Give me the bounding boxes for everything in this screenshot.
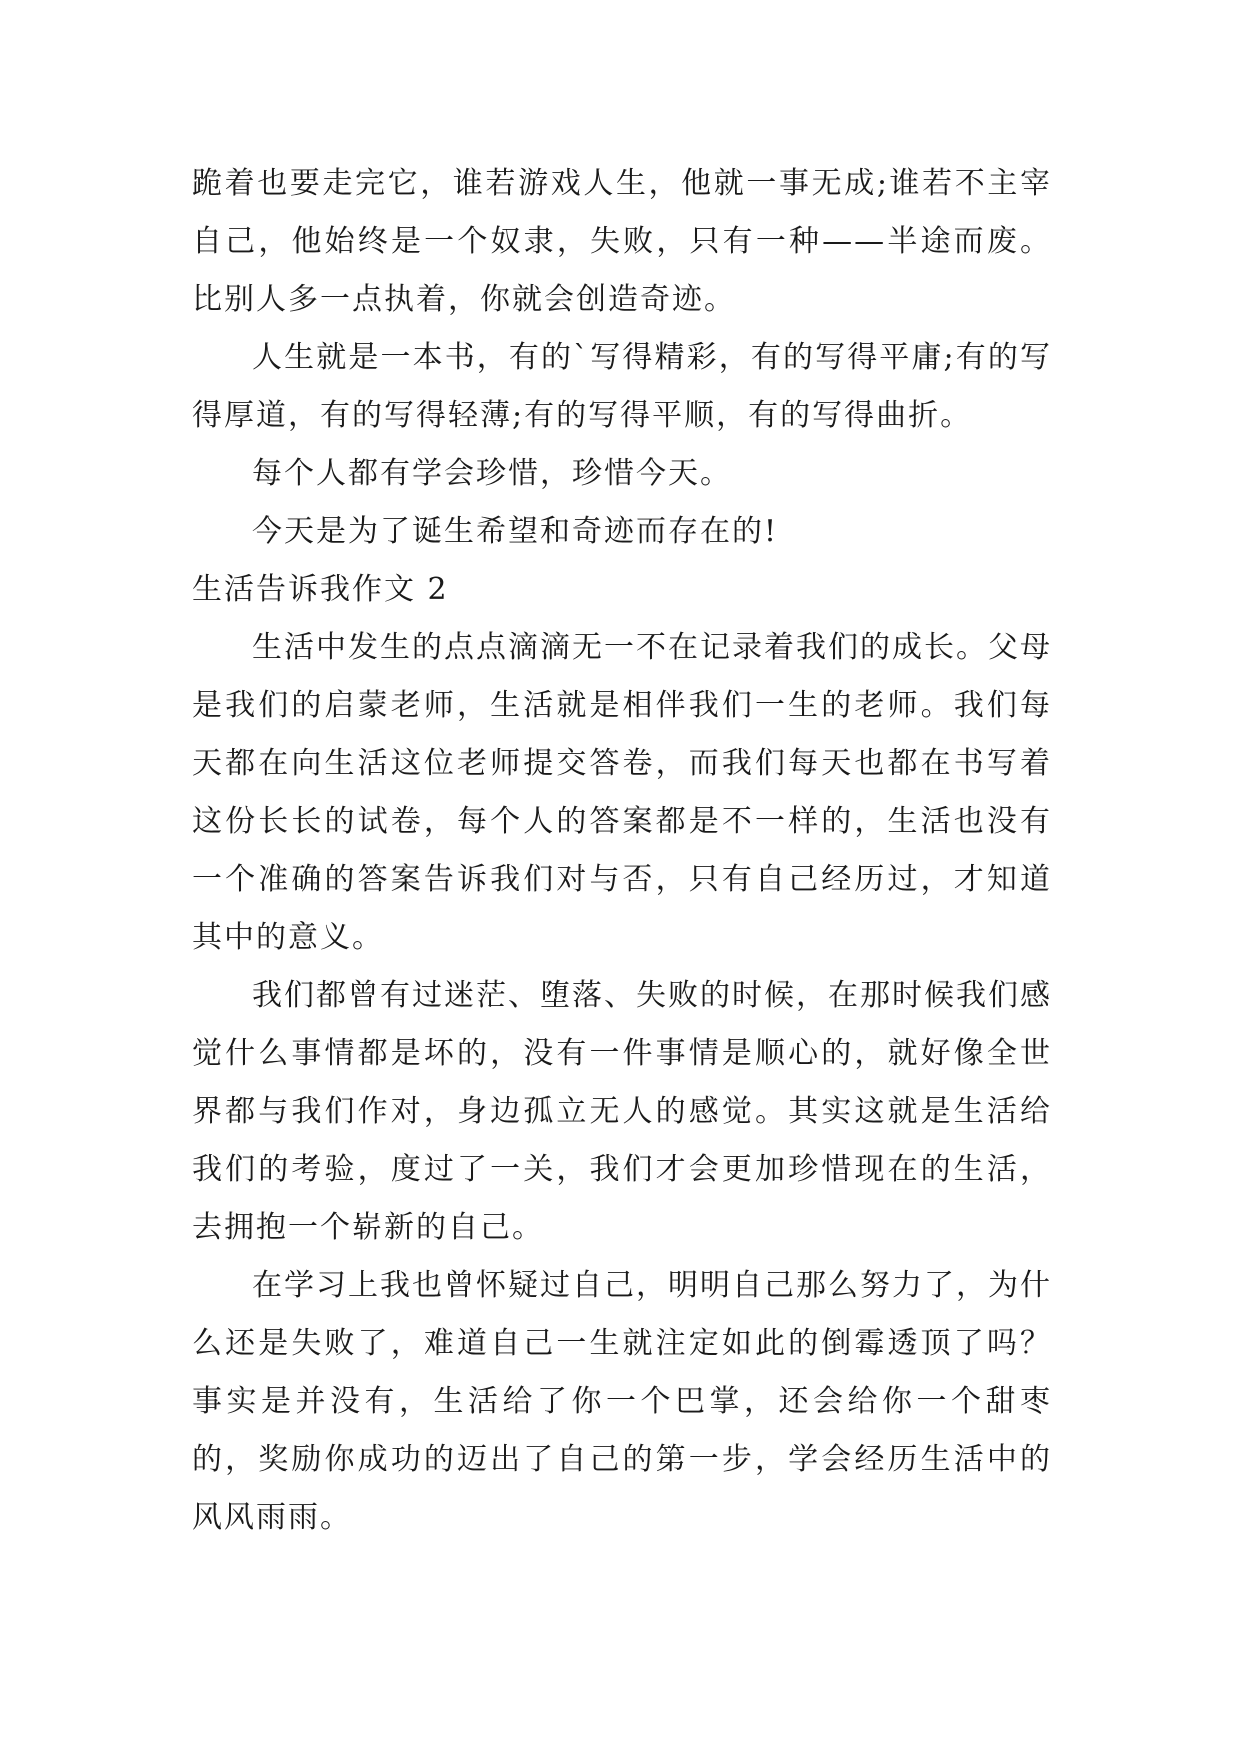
document-body xyxy=(192,155,1052,1547)
paragraph-life-book: 人生就是一本书，有的`写得精彩，有的写得平庸;有的写得厚道，有的写得轻薄;有的写得平顺，有的写得曲折。 xyxy=(192,340,1052,433)
paragraph-cherish: 每个人都有学会珍惜，珍惜今天。 xyxy=(252,456,732,491)
paragraph-confusion: 我们都曾有过迷茫、堕落、失败的时候，在那时候我们感觉什么事情都是坏的，没有一件事情是顺心的，就好像全世界都与我们作对，身边孤立无人的感觉。其实这就是生活给我们的考验，度过了一关，我们才会更加珍惜现在的生活，去拥抱一个崭新的自己。 xyxy=(192,978,1052,1245)
paragraph-today: 今天是为了诞生希望和奇迹而存在的! xyxy=(252,514,779,549)
essay-title: 生活告诉我作文 2 xyxy=(192,572,449,607)
paragraph-growth: 生活中发生的点点滴滴无一不在记录着我们的成长。父母是我们的启蒙老师，生活就是相伴我们一生的老师。我们每天都在向生活这位老师提交答卷，而我们每天也都在书写着这份长长的试卷，每个人的答案都是不一样的，生活也没有一个准确的答案告诉我们对与否，只有自己经历过，才知道其中的意义。 xyxy=(192,630,1052,955)
paragraph-continuation: 跪着也要走完它，谁若游戏人生，他就一事无成;谁若不主宰自己，他始终是一个奴隶，失败，只有一种——半途而废。比别人多一点执着，你就会创造奇迹。 xyxy=(192,166,1052,317)
paragraph-study: 在学习上我也曾怀疑过自己，明明自己那么努力了，为什么还是失败了，难道自己一生就注定如此的倒霉透顶了吗？事实是并没有，生活给了你一个巴掌，还会给你一个甜枣的，奖励你成功的迈出了自己的第一步，学会经历生活中的风风雨雨。 xyxy=(192,1268,1052,1535)
